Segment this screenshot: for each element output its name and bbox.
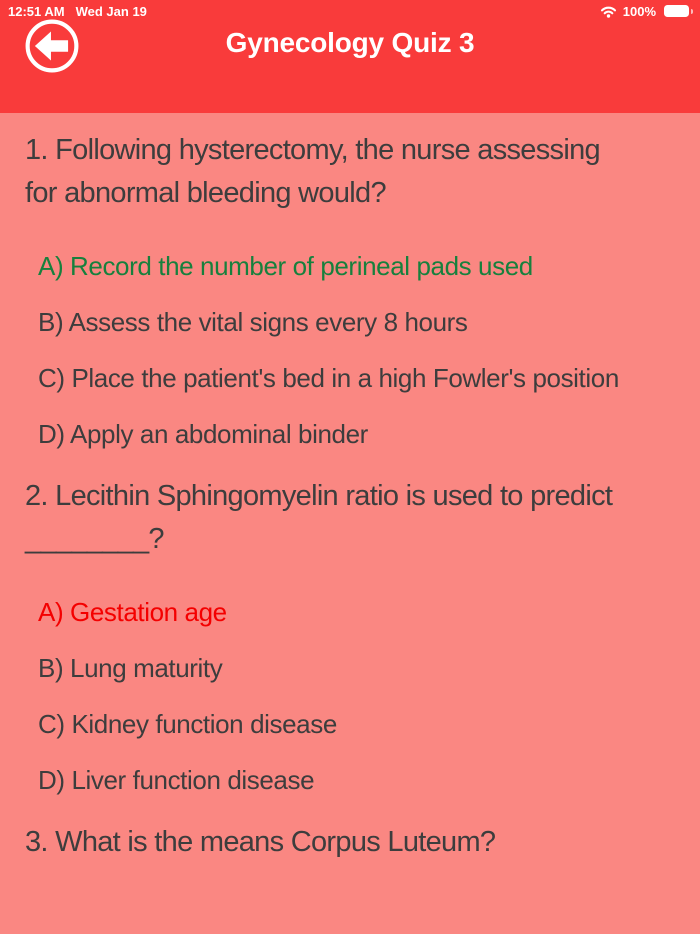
question-2-option-c[interactable]: C) Kidney function disease	[38, 709, 337, 739]
question-1-option-c[interactable]: C) Place the patient's bed in a high Fowler's position	[38, 363, 619, 393]
status-time: 12:51 AM	[8, 3, 65, 19]
question-1-option-d[interactable]: D) Apply an abdominal binder	[38, 419, 368, 449]
app-header	[0, 0, 700, 113]
quiz-content	[0, 113, 700, 864]
question-2-options	[25, 597, 675, 795]
page-title: Gynecology Quiz 3	[225, 27, 475, 58]
question-1-text-line-2: for abnormal bleeding would?	[25, 177, 386, 209]
question-2	[25, 475, 675, 795]
question-1-text-line-1: 1. Following hysterectomy, the nurse assessing	[25, 134, 600, 166]
status-date: Wed Jan 19	[75, 3, 147, 19]
question-2-option-b[interactable]: B) Lung maturity	[38, 653, 223, 683]
question-1-option-a[interactable]: A) Record the number of perineal pads used	[38, 251, 533, 281]
battery-percent: 100%	[622, 3, 656, 19]
question-1	[25, 129, 675, 449]
question-2-text-line-1: 2. Lecithin Sphingomyelin ratio is used to predict	[25, 480, 613, 512]
question-1-options	[25, 251, 675, 449]
question-2-text-line-2: ________?	[25, 523, 164, 555]
question-3-text-line-1: 3. What is the means Corpus Luteum?	[25, 826, 496, 858]
nav-bar	[0, 0, 700, 93]
question-2-option-d[interactable]: D) Liver function disease	[38, 765, 315, 795]
question-3	[25, 821, 675, 864]
question-2-option-a[interactable]: A) Gestation age	[38, 597, 227, 627]
question-1-option-b[interactable]: B) Assess the vital signs every 8 hours	[38, 307, 468, 337]
